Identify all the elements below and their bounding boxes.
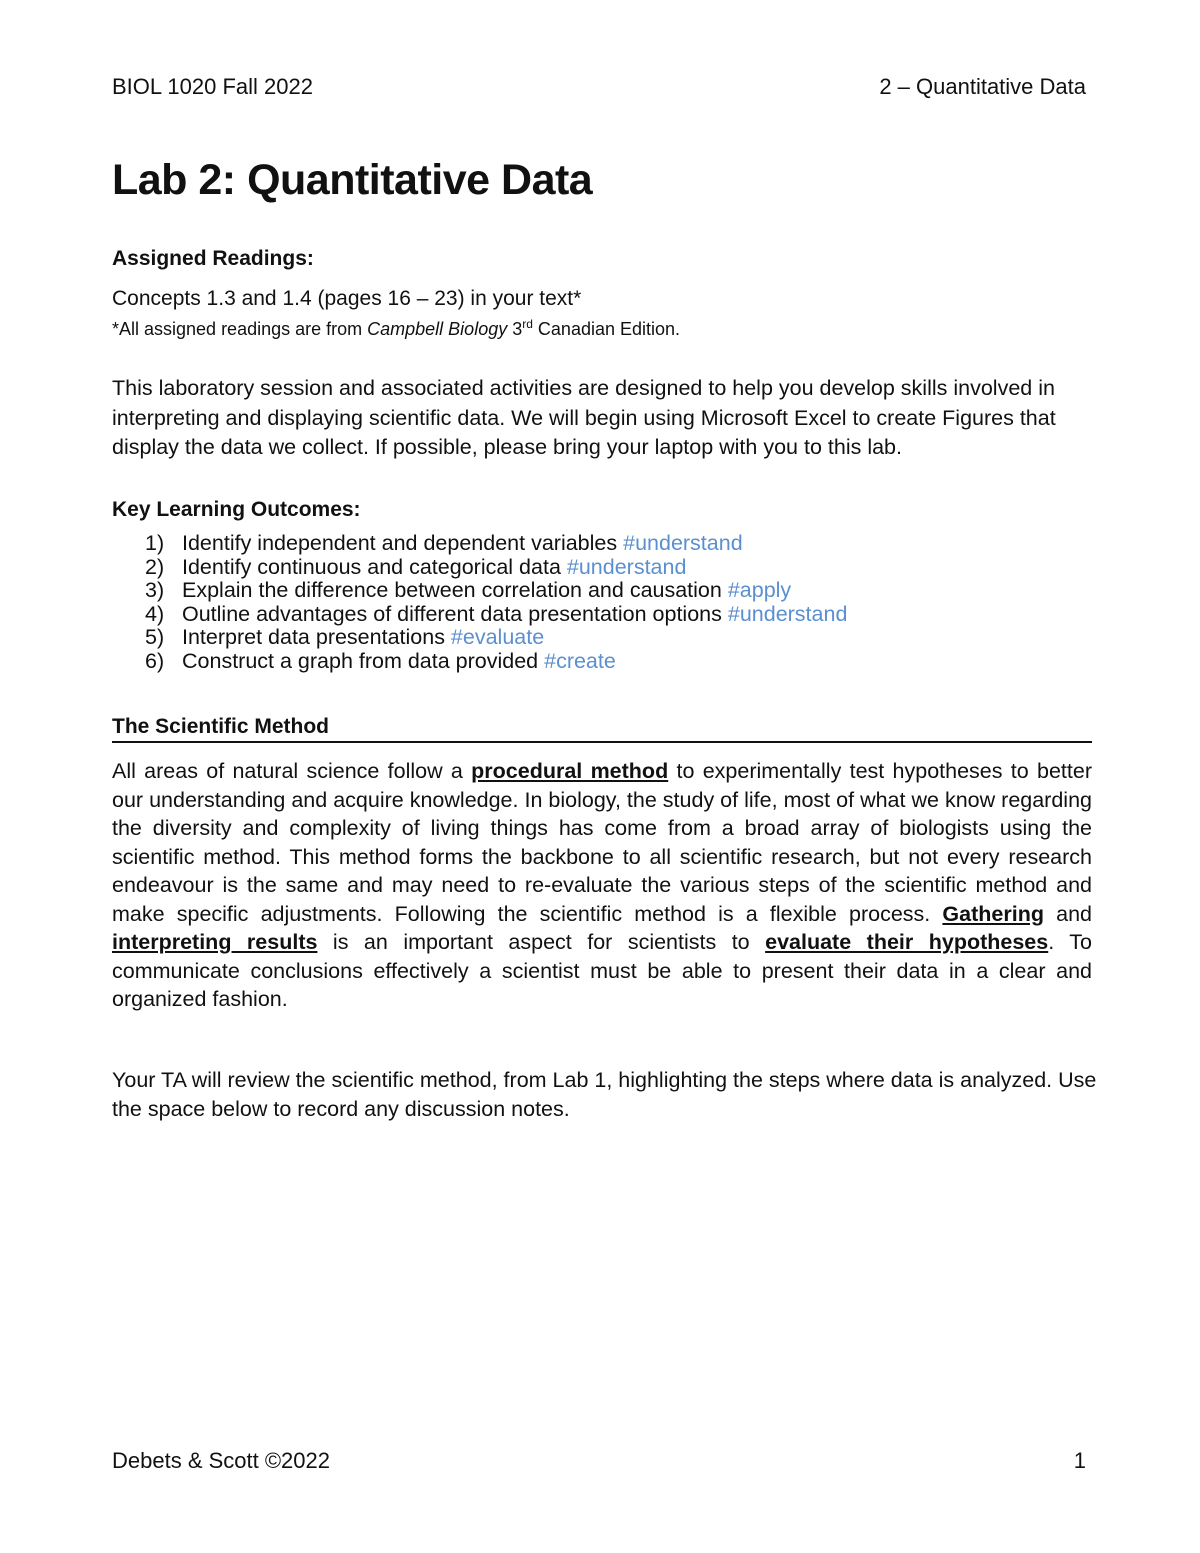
outcome-tag: #understand [623,531,743,555]
outcome-tag: #evaluate [450,625,545,650]
page-title: Lab 2: Quantitative Data [112,156,593,204]
ta-instructions-paragraph: Your TA will review the scientific method, from Lab 1, highlighting the steps where data is analyzed. Use the space below to record any discussion notes. [112,1068,1097,1121]
list-item: 5) Interpret data presentations #evaluate [145,625,545,650]
page-number: 1 [1073,1448,1086,1473]
list-item: 2) Identify continuous and categorical data #understand [145,554,687,579]
header-course: BIOL 1020 Fall 2022 [112,74,313,99]
outcome-tag: #understand [727,601,848,626]
book-title: Campbell Biology [367,319,508,339]
list-item: 6) Construct a graph from data provided #create [145,648,616,673]
readings-concepts: Concepts 1.3 and 1.4 (pages 16 – 23) in your text* [112,287,582,310]
section-heading: The Scientific Method [112,715,1092,743]
header-lab: 2 – Quantitative Data [879,74,1086,99]
list-item: 3) Explain the difference between correlation and causation #apply [145,578,792,603]
footer-copyright: Debets & Scott ©2022 [112,1448,331,1473]
outcome-tag: #apply [727,578,792,603]
list-item: 4) Outline advantages of different data presentation options #understand [145,601,848,626]
list-item: 1) Identify independent and dependent variables #understand [145,531,743,555]
outcome-tag: #understand [566,554,687,579]
outcome-tag: #create [544,648,616,673]
readings-note: *All assigned readings are from Campbell Biology 3rd Canadian Edition. [112,317,681,339]
intro-paragraph: This laboratory session and associated activities are designed to help you develop skills involved in interpreting and displaying scientific data. We will begin using Microsoft Excel to create Figures that display the data we collect. If possible, please bring your laptop with you to this lab. [112,376,1056,459]
outcomes-list [145,532,847,674]
outcomes-heading: Key Learning Outcomes: [112,498,361,521]
scientific-method-paragraph: All areas of natural science follow a procedural method to experimentally test hypotheses to better our understanding and acquire knowledge. In biology, the study of life, most of what we know regarding the diversity and complexity of living things has come from a broad array of biologists using the scientific method. This method forms the backbone to all scientific research, but not every research endeavour is the same and may need to re-evaluate the various steps of the scientific method and make specific adjustments. Following the scientific method is a flexible process. Gathering and interpreting results is an important aspect for scientists to evaluate their hypotheses. To communicate conclusions effectively a scientist must be able to present their data in a clear and organized fashion. [112,759,1092,1011]
readings-heading: Assigned Readings: [112,247,314,270]
